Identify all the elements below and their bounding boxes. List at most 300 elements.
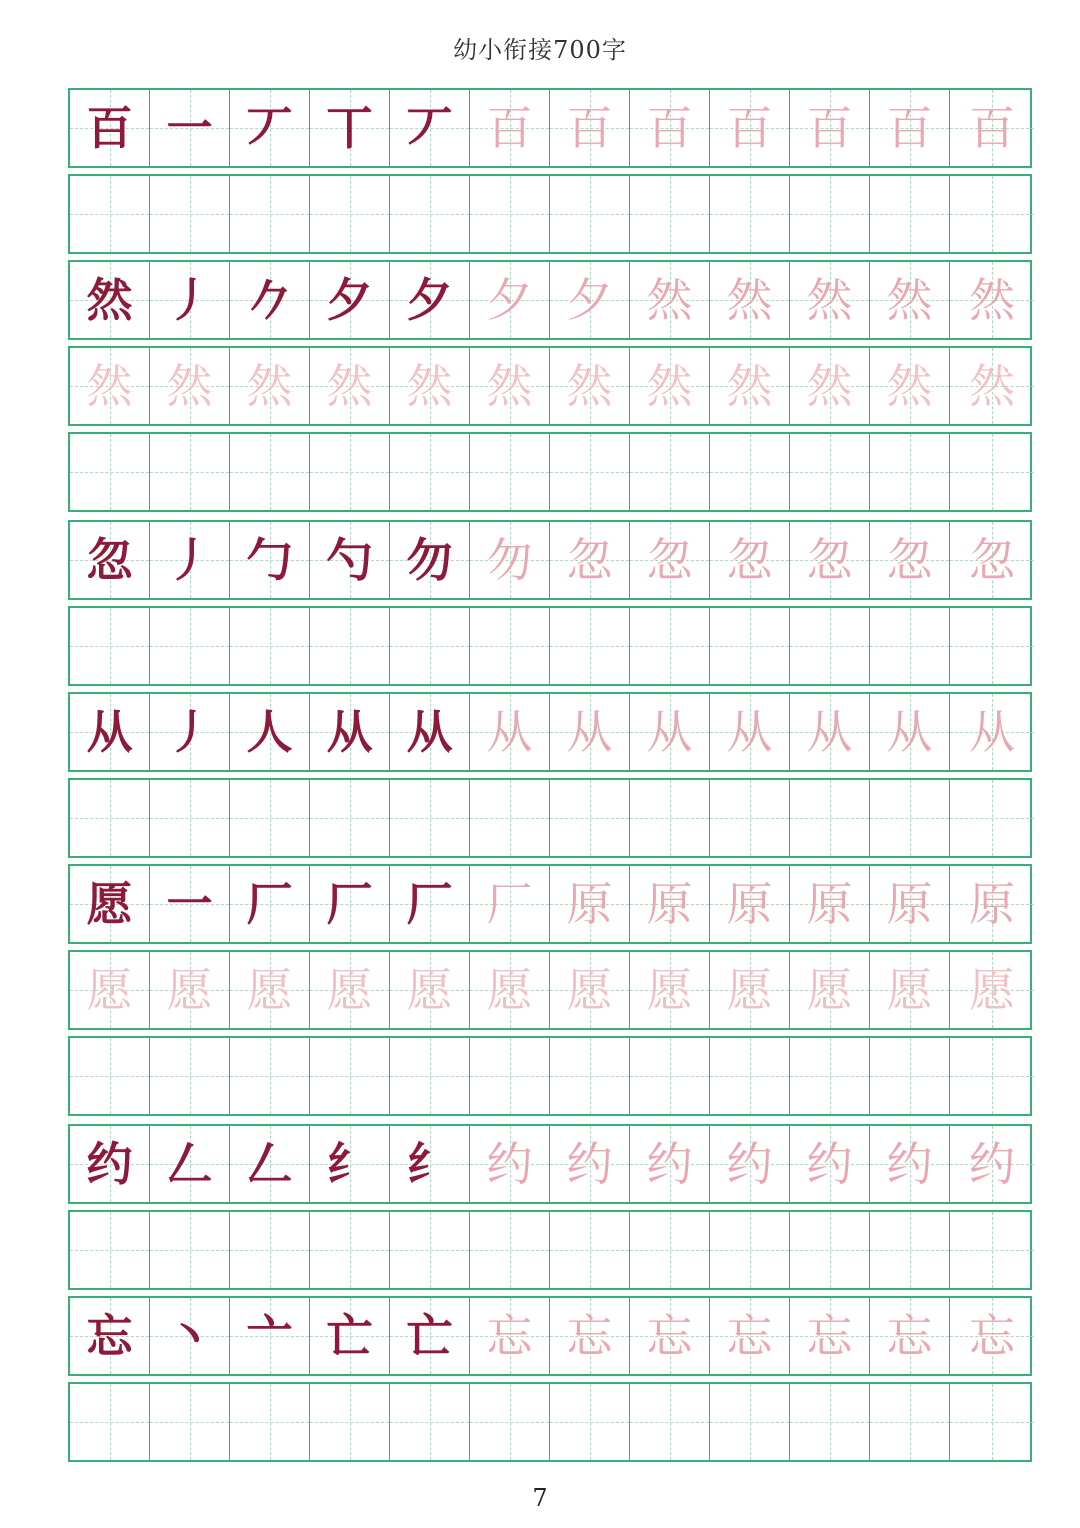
writing-cell [310,262,390,338]
stroke-order-character: 丆 [246,101,293,155]
writing-cell [230,90,310,166]
writing-cell [470,1126,550,1202]
stroke-order-character: 从 [646,705,693,759]
writing-cell-empty [230,1212,310,1288]
model-character: 约 [86,1137,133,1191]
stroke-order-character: 纟 [326,1137,373,1191]
trace-character: 然 [246,359,293,413]
writing-cell-empty [390,434,470,510]
stroke-order-character: 约 [806,1137,853,1191]
writing-cell-empty [630,608,710,684]
writing-cell [790,262,870,338]
stroke-order-character: 纟 [406,1137,453,1191]
writing-cell-empty [950,176,1034,252]
stroke-order-character: 忘 [886,1309,933,1363]
writing-cell-empty [390,1038,470,1114]
writing-cell-empty [790,434,870,510]
stroke-order-character: 勺 [326,533,373,587]
stroke-order-character: 忽 [726,533,773,587]
stroke-order-character: 百 [726,101,773,155]
practice-row [68,88,1032,168]
practice-row [68,1124,1032,1204]
writing-cell [70,348,150,424]
stroke-order-character: 𠂊 [246,273,293,327]
writing-cell [310,90,390,166]
writing-cell-empty [710,1038,790,1114]
writing-cell [390,262,470,338]
writing-cell [870,348,950,424]
writing-cell-empty [710,176,790,252]
stroke-order-character: 从 [969,705,1015,759]
writing-cell [470,348,550,424]
writing-cell [150,90,230,166]
writing-cell [790,866,870,942]
writing-cell-empty [230,1038,310,1114]
stroke-order-character: 约 [646,1137,693,1191]
writing-cell [70,1298,150,1374]
stroke-order-character: 然 [726,273,773,327]
writing-cell-empty [230,1384,310,1460]
stroke-order-character: 丿 [166,533,213,587]
writing-cell-empty [310,1384,390,1460]
writing-cell-empty [70,1384,150,1460]
stroke-order-character: 人 [246,705,293,759]
stroke-order-character: 亡 [326,1309,373,1363]
stroke-order-character: 丅 [326,101,373,155]
stroke-order-character: 丆 [406,101,453,155]
stroke-order-character: 从 [406,705,453,759]
writing-cell [230,348,310,424]
writing-cell [70,90,150,166]
model-character: 从 [86,705,133,759]
writing-cell [310,1126,390,1202]
stroke-order-character: 亡 [406,1309,453,1363]
stroke-order-character: 然 [969,273,1015,327]
writing-cell [390,522,470,598]
writing-cell-empty [310,176,390,252]
writing-cell [950,1126,1034,1202]
writing-cell [710,348,790,424]
trace-character: 愿 [486,963,533,1017]
writing-cell-empty [310,608,390,684]
writing-cell-empty [70,434,150,510]
writing-cell-empty [870,434,950,510]
practice-row-blank [68,174,1032,254]
trace-character: 然 [486,359,533,413]
stroke-order-character: 从 [806,705,853,759]
writing-cell [710,952,790,1028]
writing-cell [470,262,550,338]
writing-cell [550,522,630,598]
stroke-order-character: 丿 [166,273,213,327]
trace-character: 愿 [86,963,133,1017]
stroke-order-character: 忘 [566,1309,613,1363]
writing-cell [230,866,310,942]
writing-cell [710,694,790,770]
writing-cell-empty [550,608,630,684]
writing-cell [710,866,790,942]
writing-cell [470,866,550,942]
stroke-order-character: 约 [969,1137,1015,1191]
stroke-order-character: 忘 [969,1309,1015,1363]
trace-character: 然 [406,359,453,413]
writing-cell [150,866,230,942]
writing-cell [870,262,950,338]
writing-cell-empty [70,1038,150,1114]
writing-cell-empty [790,780,870,856]
writing-cell-empty [790,608,870,684]
stroke-order-character: 丿 [166,705,213,759]
writing-cell-empty [630,780,710,856]
trace-character: 愿 [646,963,693,1017]
stroke-order-character: 从 [326,705,373,759]
writing-cell [470,522,550,598]
writing-cell-empty [470,780,550,856]
writing-cell [550,348,630,424]
writing-cell-empty [150,434,230,510]
writing-cell-empty [390,176,470,252]
trace-character: 愿 [726,963,773,1017]
writing-cell-empty [390,780,470,856]
writing-cell-empty [230,434,310,510]
writing-cell [470,952,550,1028]
writing-cell-empty [150,608,230,684]
stroke-order-character: 厂 [326,877,373,931]
trace-character: 愿 [969,963,1015,1017]
stroke-order-character: 忽 [969,533,1015,587]
writing-cell [630,866,710,942]
writing-cell [950,952,1034,1028]
practice-row [68,346,1032,426]
practice-row-blank [68,1210,1032,1290]
writing-cell [950,90,1034,166]
stroke-order-character: 约 [726,1137,773,1191]
writing-cell-empty [550,1384,630,1460]
writing-cell-empty [150,1212,230,1288]
trace-character: 然 [886,359,933,413]
trace-character: 然 [326,359,373,413]
writing-cell-empty [470,176,550,252]
writing-cell [710,1298,790,1374]
writing-cell-empty [70,780,150,856]
writing-cell [550,694,630,770]
writing-cell-empty [950,1038,1034,1114]
stroke-order-character: 厂 [246,877,293,931]
writing-cell-empty [390,1212,470,1288]
writing-cell [390,866,470,942]
writing-cell [790,1126,870,1202]
writing-cell [630,694,710,770]
writing-cell [310,694,390,770]
writing-cell [310,866,390,942]
practice-row-blank [68,432,1032,512]
writing-cell [790,348,870,424]
writing-cell [390,1298,470,1374]
trace-character: 然 [726,359,773,413]
writing-cell [870,1298,950,1374]
stroke-order-character: 原 [886,877,933,931]
writing-cell-empty [230,608,310,684]
stroke-order-character: 忘 [486,1309,533,1363]
writing-cell-empty [230,780,310,856]
stroke-order-character: 忽 [646,533,693,587]
trace-character: 愿 [806,963,853,1017]
writing-cell [870,522,950,598]
stroke-order-character: 百 [886,101,933,155]
stroke-order-character: 从 [726,705,773,759]
trace-character: 然 [969,359,1015,413]
writing-cell [710,522,790,598]
writing-cell-empty [870,1384,950,1460]
writing-cell [950,522,1034,598]
model-character: 忘 [86,1309,133,1363]
writing-cell [710,262,790,338]
stroke-order-character: 一 [166,101,213,155]
writing-cell [310,952,390,1028]
writing-cell [630,1298,710,1374]
model-character: 百 [86,101,133,155]
writing-cell [950,1298,1034,1374]
writing-cell-empty [710,780,790,856]
writing-cell [150,952,230,1028]
writing-cell-empty [150,1038,230,1114]
stroke-order-character: 原 [726,877,773,931]
writing-cell-empty [150,176,230,252]
writing-cell [390,90,470,166]
writing-cell-empty [950,780,1034,856]
writing-cell-empty [630,176,710,252]
stroke-order-character: 约 [486,1137,533,1191]
writing-cell [390,348,470,424]
stroke-order-character: 勿 [486,533,533,587]
writing-cell-empty [790,1038,870,1114]
writing-cell [870,1126,950,1202]
writing-cell [630,348,710,424]
writing-cell-empty [950,608,1034,684]
trace-character: 愿 [406,963,453,1017]
stroke-order-character: 忽 [566,533,613,587]
writing-cell [950,694,1034,770]
writing-cell-empty [70,1212,150,1288]
writing-cell-empty [790,1384,870,1460]
stroke-order-character: 原 [646,877,693,931]
writing-cell [390,952,470,1028]
practice-row [68,520,1032,600]
trace-character: 然 [86,359,133,413]
stroke-order-character: 𠃋 [166,1137,213,1191]
writing-cell [550,1126,630,1202]
stroke-order-character: 厂 [486,877,533,931]
writing-cell-empty [150,780,230,856]
writing-cell-empty [630,1038,710,1114]
practice-row [68,950,1032,1030]
writing-cell-empty [550,780,630,856]
writing-cell [150,522,230,598]
trace-character: 然 [646,359,693,413]
writing-cell-empty [550,1212,630,1288]
writing-cell [150,262,230,338]
writing-cell [310,522,390,598]
writing-cell [630,1126,710,1202]
writing-cell-empty [470,1212,550,1288]
writing-cell-empty [310,1212,390,1288]
trace-character: 愿 [246,963,293,1017]
writing-cell [550,262,630,338]
stroke-order-character: 𠃋 [246,1137,293,1191]
writing-cell [870,694,950,770]
stroke-order-character: 百 [486,101,533,155]
model-character: 然 [86,273,133,327]
trace-character: 愿 [166,963,213,1017]
writing-cell [70,522,150,598]
model-character: 忽 [86,533,133,587]
stroke-order-character: 百 [566,101,613,155]
stroke-order-character: 约 [886,1137,933,1191]
writing-cell-empty [150,1384,230,1460]
writing-cell [470,90,550,166]
writing-cell-empty [550,1038,630,1114]
writing-cell [550,952,630,1028]
writing-cell [70,694,150,770]
writing-cell-empty [870,780,950,856]
writing-cell-empty [470,608,550,684]
writing-cell [790,952,870,1028]
writing-cell-empty [310,1038,390,1114]
page-title: 幼小衔接700字 [453,36,627,64]
writing-cell-empty [550,434,630,510]
stroke-order-character: 厂 [406,877,453,931]
writing-cell [790,694,870,770]
stroke-order-character: 忽 [806,533,853,587]
writing-cell-empty [710,434,790,510]
practice-row-blank [68,1382,1032,1462]
stroke-order-character: 从 [886,705,933,759]
writing-cell-empty [870,608,950,684]
practice-row [68,692,1032,772]
writing-cell [950,262,1034,338]
writing-cell-empty [950,1212,1034,1288]
writing-cell [70,1126,150,1202]
writing-cell-empty [470,1038,550,1114]
trace-character: 然 [566,359,613,413]
page-number: 7 [532,1484,548,1512]
writing-cell [310,348,390,424]
writing-cell [550,1298,630,1374]
writing-cell [630,952,710,1028]
stroke-order-character: 一 [166,877,213,931]
practice-row-blank [68,606,1032,686]
writing-cell [230,1298,310,1374]
writing-cell [230,952,310,1028]
writing-cell [390,694,470,770]
writing-cell-empty [630,1384,710,1460]
stroke-order-character: 忘 [806,1309,853,1363]
stroke-order-character: 然 [886,273,933,327]
writing-cell [230,262,310,338]
stroke-order-character: 忘 [646,1309,693,1363]
writing-cell-empty [870,1038,950,1114]
stroke-order-character: 勿 [406,533,453,587]
writing-cell [550,90,630,166]
writing-cell [630,262,710,338]
writing-cell [870,866,950,942]
writing-cell-empty [710,1384,790,1460]
model-character: 愿 [86,877,133,931]
writing-cell [790,90,870,166]
practice-row [68,260,1032,340]
trace-character: 愿 [326,963,373,1017]
writing-cell-empty [390,608,470,684]
writing-cell-empty [470,1384,550,1460]
trace-character: 愿 [566,963,613,1017]
writing-cell [710,90,790,166]
writing-cell-empty [630,1212,710,1288]
writing-cell-empty [630,434,710,510]
writing-cell [150,1298,230,1374]
writing-cell-empty [870,1212,950,1288]
writing-cell-empty [310,780,390,856]
writing-cell-empty [790,176,870,252]
writing-cell [790,1298,870,1374]
stroke-order-character: 百 [806,101,853,155]
writing-cell [870,90,950,166]
writing-cell-empty [790,1212,870,1288]
writing-cell [950,348,1034,424]
writing-cell-empty [710,608,790,684]
writing-cell-empty [470,434,550,510]
writing-cell-empty [70,608,150,684]
writing-cell [470,694,550,770]
stroke-order-character: 约 [566,1137,613,1191]
writing-cell [550,866,630,942]
writing-cell [630,522,710,598]
trace-character: 然 [166,359,213,413]
trace-character: 愿 [886,963,933,1017]
stroke-order-character: 原 [806,877,853,931]
writing-cell [630,90,710,166]
writing-cell [870,952,950,1028]
stroke-order-character: 然 [646,273,693,327]
writing-cell [790,522,870,598]
stroke-order-character: 原 [969,877,1015,931]
writing-cell [70,866,150,942]
practice-row [68,864,1032,944]
writing-cell [310,1298,390,1374]
stroke-order-character: 丶 [166,1309,213,1363]
writing-cell-empty [550,176,630,252]
writing-cell [710,1126,790,1202]
practice-row-blank [68,1036,1032,1116]
writing-cell-empty [230,176,310,252]
stroke-order-character: 夕 [406,273,453,327]
writing-cell [150,694,230,770]
writing-cell-empty [310,434,390,510]
writing-cell-empty [710,1212,790,1288]
writing-cell [950,866,1034,942]
stroke-order-character: 然 [806,273,853,327]
writing-cell [150,1126,230,1202]
writing-cell-empty [390,1384,470,1460]
writing-cell [230,522,310,598]
stroke-order-character: 亠 [246,1309,293,1363]
stroke-order-character: 百 [646,101,693,155]
writing-cell-empty [950,1384,1034,1460]
writing-cell-empty [950,434,1034,510]
writing-cell [150,348,230,424]
stroke-order-character: 夕 [326,273,373,327]
stroke-order-character: 从 [486,705,533,759]
practice-row-blank [68,778,1032,858]
